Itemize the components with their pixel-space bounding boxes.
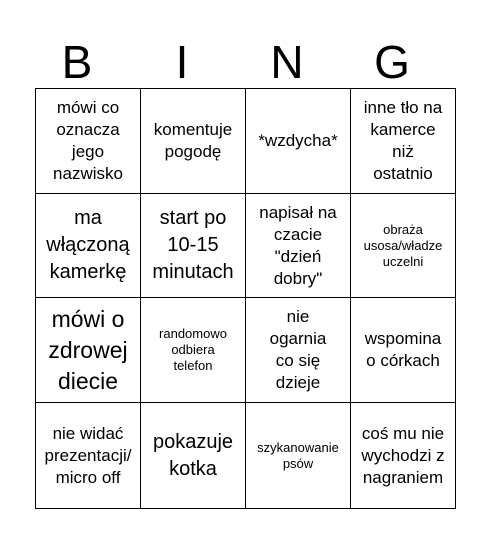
cell-text: pokazuje kotka [152,430,234,480]
cell-text: nie widać prezentacji/ micro off [44,423,132,487]
bingo-cell[interactable] [36,298,141,403]
cell-text: szykanowanie psów [257,439,339,471]
cell-text: mówi o zdrowej diecie [48,305,128,394]
cell-text: mówi co oznacza jego nazwisko [53,98,123,183]
bingo-cell[interactable] [36,194,141,298]
cell-text: inne tło na kamerce niż ostatnio [363,98,443,183]
cell-text: ma włączoną kamerkę [46,207,130,283]
header-letter-n: N [270,36,304,88]
bingo-cell[interactable] [36,89,141,194]
bingo-header [35,36,456,88]
cell-text: *wzdycha* [258,131,338,150]
bingo-cell[interactable] [141,194,246,298]
cell-text: start po 10-15 minutach [152,207,234,283]
bingo-cell[interactable] [246,403,351,508]
header-letter-b: B [61,36,93,88]
bingo-cell[interactable] [351,403,455,508]
cell-text: napisał na czacie "dzień dobry" [259,202,337,288]
header-letter-i: I [175,36,189,88]
bingo-cell[interactable] [36,403,141,508]
header-letter-g: G [374,36,410,88]
cell-text: nie ogarnia co się dzieje [269,307,327,392]
bingo-cell[interactable] [351,194,455,298]
cell-text: coś mu nie wychodzi z nagraniem [361,423,445,487]
bingo-cell[interactable] [141,89,246,194]
cell-text: komentuje pogodę [153,120,233,161]
bingo-cell[interactable] [351,89,455,194]
bingo-cell[interactable] [351,298,455,403]
bingo-cell[interactable] [141,403,246,508]
bingo-cell[interactable] [246,194,351,298]
bingo-cell[interactable] [246,89,351,194]
bingo-cell[interactable] [141,298,246,403]
cell-text: randomowo odbiera telefon [159,326,227,373]
cell-text: obraża usosa/władze uczelni [363,221,443,269]
bingo-grid [35,88,456,509]
bingo-cell[interactable] [246,298,351,403]
cell-text: wspomina o córkach [364,329,442,370]
